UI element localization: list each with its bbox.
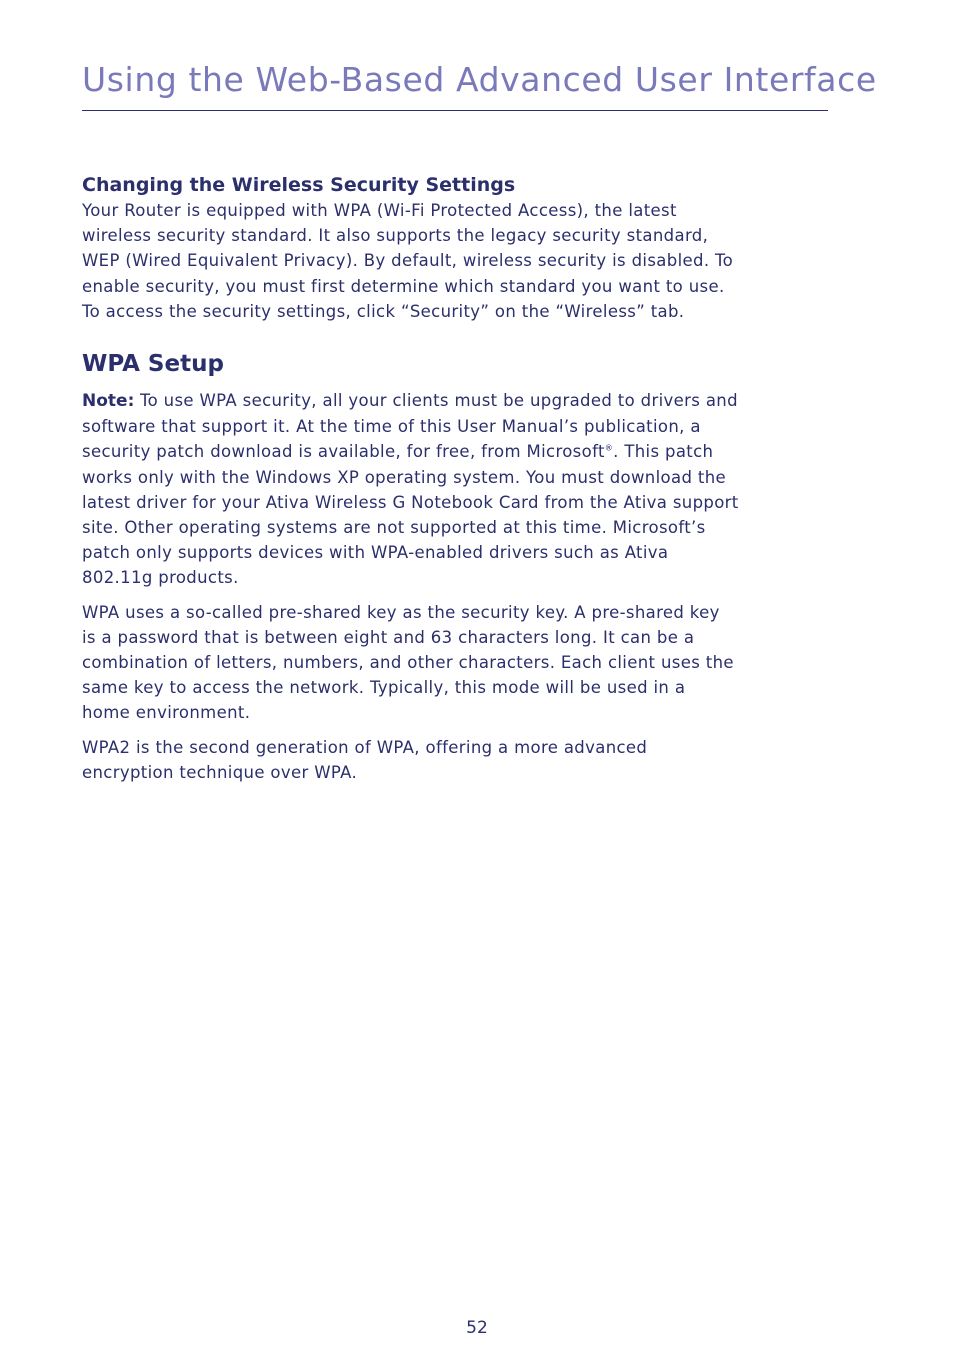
text-line: To access the security settings, click “Security” on the “Wireless” tab. <box>82 301 685 321</box>
text-line: WEP (Wired Equivalent Privacy). By default, wireless security is disabled. To <box>82 251 734 271</box>
wpa-psk-paragraph <box>82 600 802 726</box>
section-heading-wpa-setup: WPA Setup <box>82 351 224 378</box>
main-content <box>82 172 802 785</box>
text-line: 802.11g products. <box>82 568 239 588</box>
text-line: wireless security standard. It also supports the legacy security standard, <box>82 226 709 246</box>
text-line: Your Router is equipped with WPA (Wi-Fi Protected Access), the latest <box>82 201 677 220</box>
note-paragraph <box>82 388 802 591</box>
registered-mark: ® <box>604 443 614 453</box>
text-line: home environment. <box>82 703 251 723</box>
text-line: site. Other operating systems are not supported at this time. Microsoft’s <box>82 518 706 538</box>
text-line: combination of letters, numbers, and other characters. Each client uses the <box>82 653 734 673</box>
text-span: security patch download is available, for free, from Microsoft <box>82 442 605 462</box>
wpa2-paragraph <box>82 735 802 785</box>
text-line: enable security, you must first determine which standard you want to use. <box>82 276 725 296</box>
title-divider <box>82 110 828 111</box>
text-line: same key to access the network. Typically, this mode will be used in a <box>82 678 686 698</box>
text-line: latest driver for your Ativa Wireless G Notebook Card from the Ativa support <box>82 492 739 512</box>
note-label: Note: <box>82 391 135 412</box>
text-line: is a password that is between eight and 63 characters long. It can be a <box>82 627 695 647</box>
page-title: Using the Web-Based Advanced User Interface <box>82 60 877 99</box>
text-span: To use WPA security, all your clients must be upgraded to drivers and <box>134 391 738 411</box>
text-line <box>82 439 802 464</box>
text-line <box>82 388 802 414</box>
text-span: . This patch <box>613 442 714 462</box>
text-line: software that support it. At the time of this User Manual’s publication, a <box>82 417 701 437</box>
text-line: encryption technique over WPA. <box>82 762 358 782</box>
page-number: 52 <box>466 1318 488 1338</box>
section-heading-wireless-security: Changing the Wireless Security Settings <box>82 174 516 196</box>
text-line: WPA2 is the second generation of WPA, offering a more advanced <box>82 737 648 757</box>
intro-paragraph <box>82 198 802 324</box>
text-line: patch only supports devices with WPA-enabled drivers such as Ativa <box>82 543 669 563</box>
text-line: WPA uses a so-called pre-shared key as the security key. A pre-shared key <box>82 602 720 622</box>
text-line: works only with the Windows XP operating system. You must download the <box>82 467 727 487</box>
